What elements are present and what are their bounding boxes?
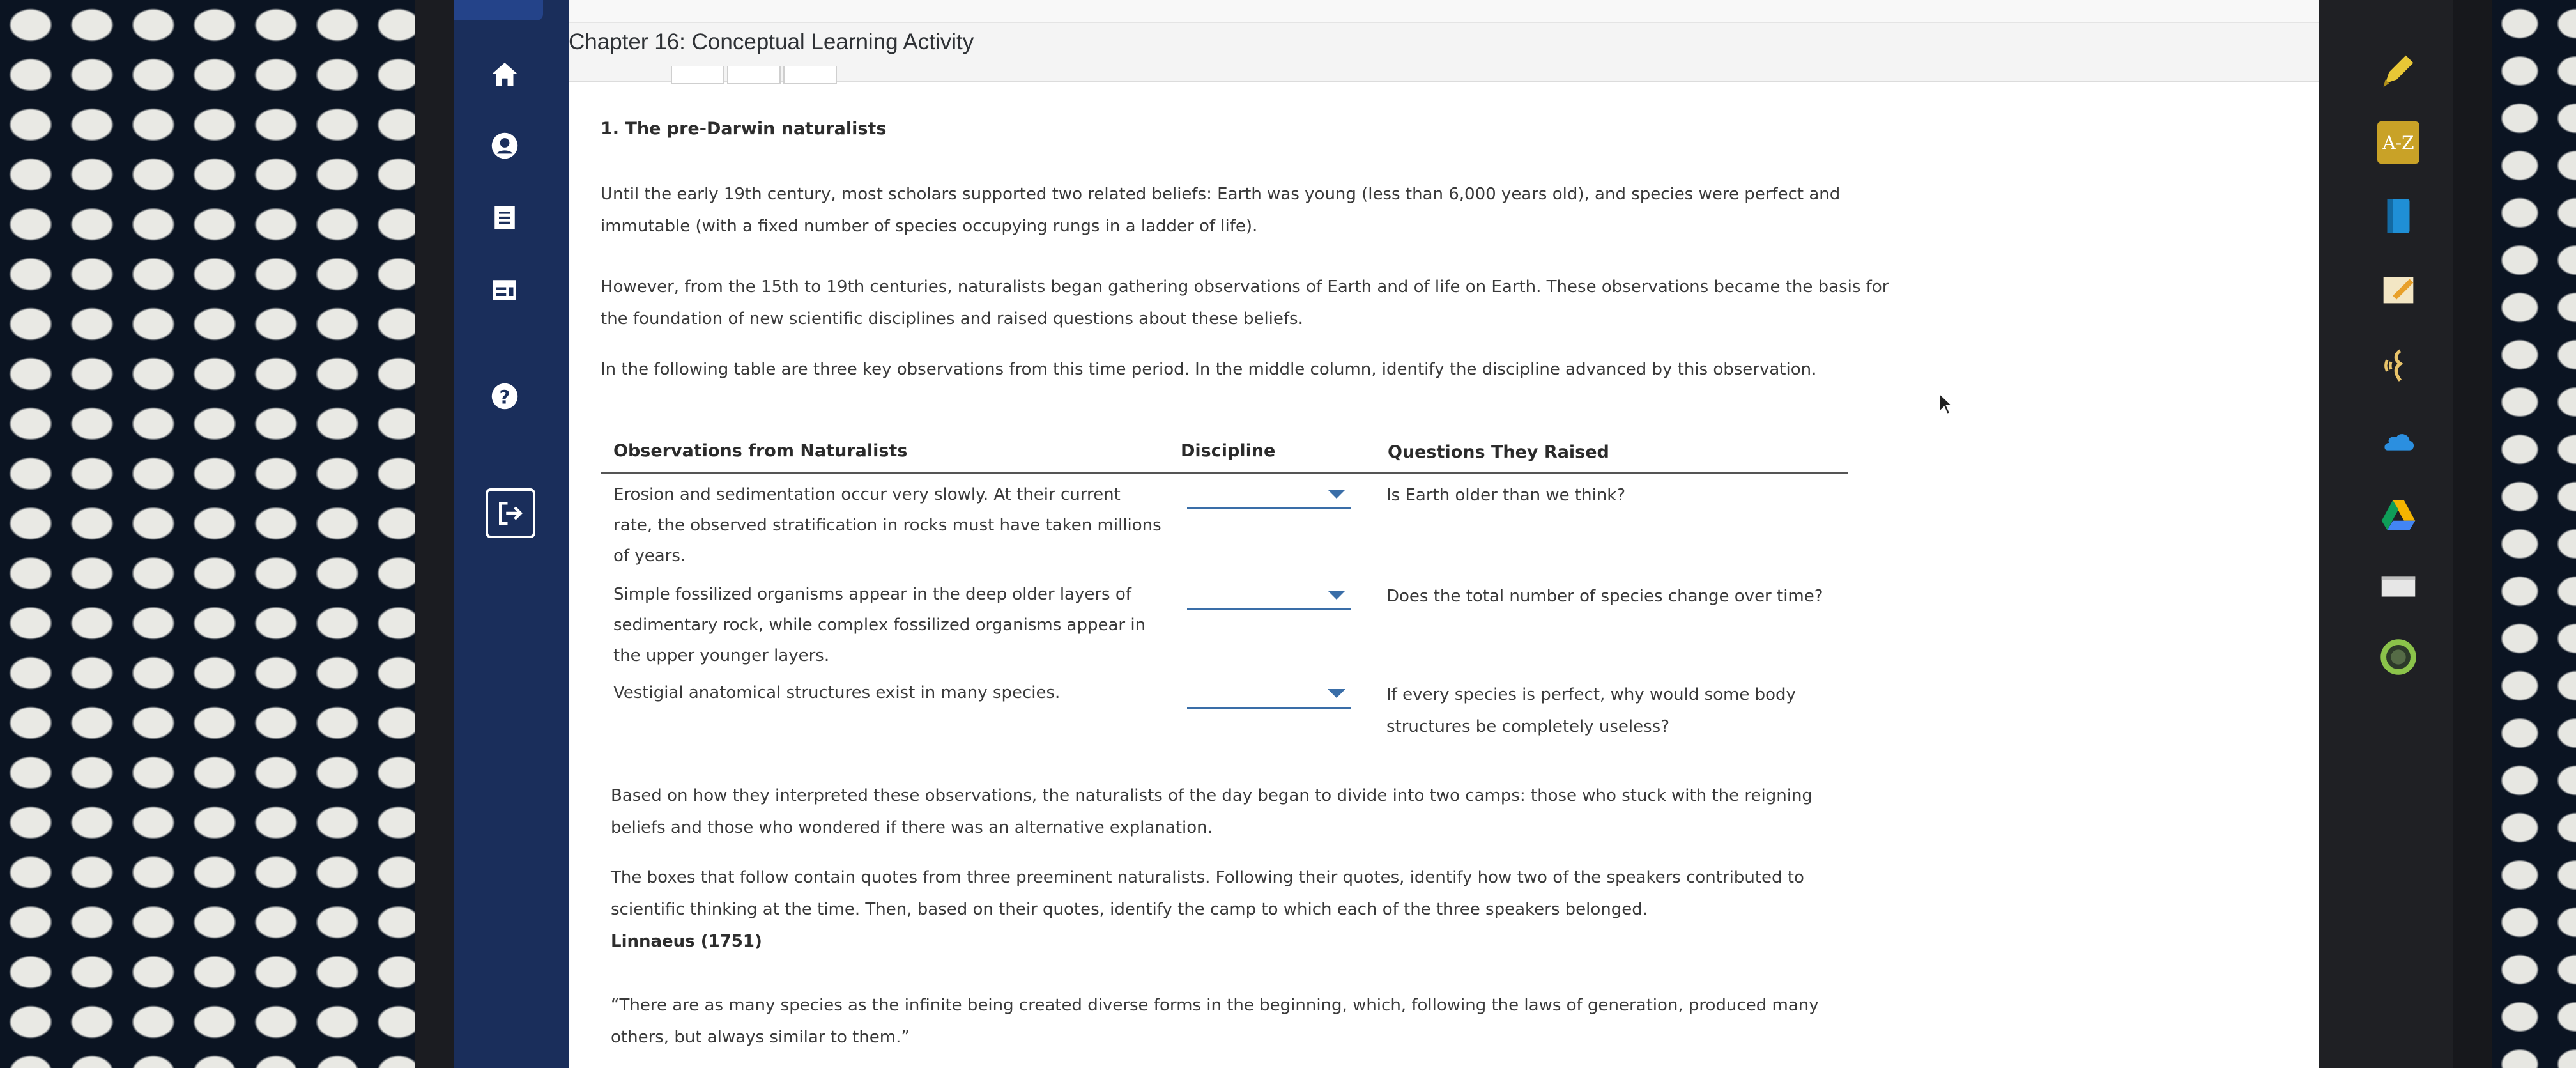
observation-cell: Erosion and sedimentation occur very slowly. At their current rate, the observed stratification in rocks must have taken millions of years. [613, 485, 1162, 566]
speaker-quote: “There are as many species as the infinite being created diverse forms in the beginning, which, following the laws of generation, produced many others, but always similar to them.” [611, 996, 1819, 1047]
glossary-icon[interactable]: A-Z [2377, 121, 2419, 164]
observation-cell: Simple fossilized organisms appear in the deep older layers of sedimentary rock, while complex fossilized organisms appear in the upper younger layers. [613, 585, 1146, 665]
logout-icon[interactable] [486, 488, 535, 538]
tab[interactable] [727, 66, 781, 84]
camps-paragraph: Based on how they interpreted these observations, the naturalists of the day began to divide into two camps: those who stuck with the reigning beliefs and those who wondered if there was an alternative explanation. [611, 786, 1813, 837]
monitor-bezel-left [415, 0, 454, 1068]
speaker-name: Linnaeus (1751) [611, 932, 762, 951]
header-discipline: Discipline [1181, 441, 1276, 461]
document-icon[interactable] [477, 189, 533, 245]
chevron-down-icon [1328, 591, 1346, 600]
quotes-intro-paragraph: The boxes that follow contain quotes from three preeminent naturalists. Following their quotes, identify how two of the speakers contributed to scientific thinking at the time. Then, based on their quotes, identify the camp to which each of the three speakers belonged. [611, 868, 1804, 919]
discipline-dropdown[interactable] [1187, 681, 1351, 709]
notes-icon[interactable] [2374, 266, 2423, 314]
question-cell: Does the total number of species change over time? [1386, 587, 1823, 606]
activity-header [569, 0, 2319, 82]
monitor-bezel-right [2453, 0, 2492, 1068]
tools-sidebar [2319, 0, 2453, 1068]
context-paragraph: However, from the 15th to 19th centuries, naturalists began gathering observations of Earth and of life on Earth. These observations became the basis for the foundation of new scientific disciplines and raised questions about these beliefs. [601, 277, 1889, 329]
discipline-dropdown[interactable] [1187, 482, 1351, 509]
observation-cell: Vestigial anatomical structures exist in many species. [613, 683, 1061, 702]
background-fabric-right [2492, 0, 2576, 1068]
highlighter-icon[interactable] [2374, 46, 2423, 95]
table-divider [601, 472, 1848, 474]
intro-paragraph: Until the early 19th century, most scholars supported two related beliefs: Earth was young (less than 6,000 years old), and species were perfect and immutable (with a fixed number of species occupying rungs in a ladder of life). [601, 185, 1841, 236]
cloud-icon[interactable] [2374, 417, 2423, 465]
left-nav-sidebar [454, 0, 569, 1068]
collapse-menu-button[interactable] [454, 0, 543, 20]
header-observations: Observations from Naturalists [613, 441, 908, 461]
question-title: 1. The pre-Darwin naturalists [601, 119, 887, 139]
top-strip [569, 0, 2319, 23]
help-icon[interactable] [477, 368, 533, 424]
profile-icon[interactable] [477, 118, 533, 174]
activity-panel [569, 0, 2319, 1068]
question-cell: Is Earth older than we think? [1386, 486, 1626, 505]
drive-icon[interactable] [2374, 491, 2423, 539]
flashcards-icon[interactable] [2374, 561, 2423, 610]
chevron-down-icon [1328, 689, 1346, 698]
partial-tabs [671, 66, 839, 84]
chevron-down-icon [1328, 490, 1346, 499]
ebook-icon[interactable] [2374, 192, 2423, 240]
tab[interactable] [783, 66, 837, 84]
question-cell: If every species is perfect, why would some body structures be completely useless? [1386, 685, 1796, 736]
progress-icon[interactable] [2374, 633, 2423, 681]
header-questions: Questions They Raised [1388, 442, 1609, 462]
instruction-paragraph: In the following table are three key observations from this time period. In the middle column, identify the discipline advanced by this observation. [601, 360, 1817, 379]
calendar-icon[interactable] [477, 262, 533, 318]
mouse-cursor-icon [1938, 392, 1955, 417]
page-title: Chapter 16: Conceptual Learning Activity [569, 29, 974, 54]
read-aloud-icon[interactable] [2374, 341, 2423, 390]
tab[interactable] [671, 66, 724, 84]
svg-text:?: ? [499, 386, 510, 408]
home-icon[interactable] [477, 46, 533, 102]
background-fabric-left [0, 0, 415, 1068]
discipline-dropdown[interactable] [1187, 583, 1351, 610]
